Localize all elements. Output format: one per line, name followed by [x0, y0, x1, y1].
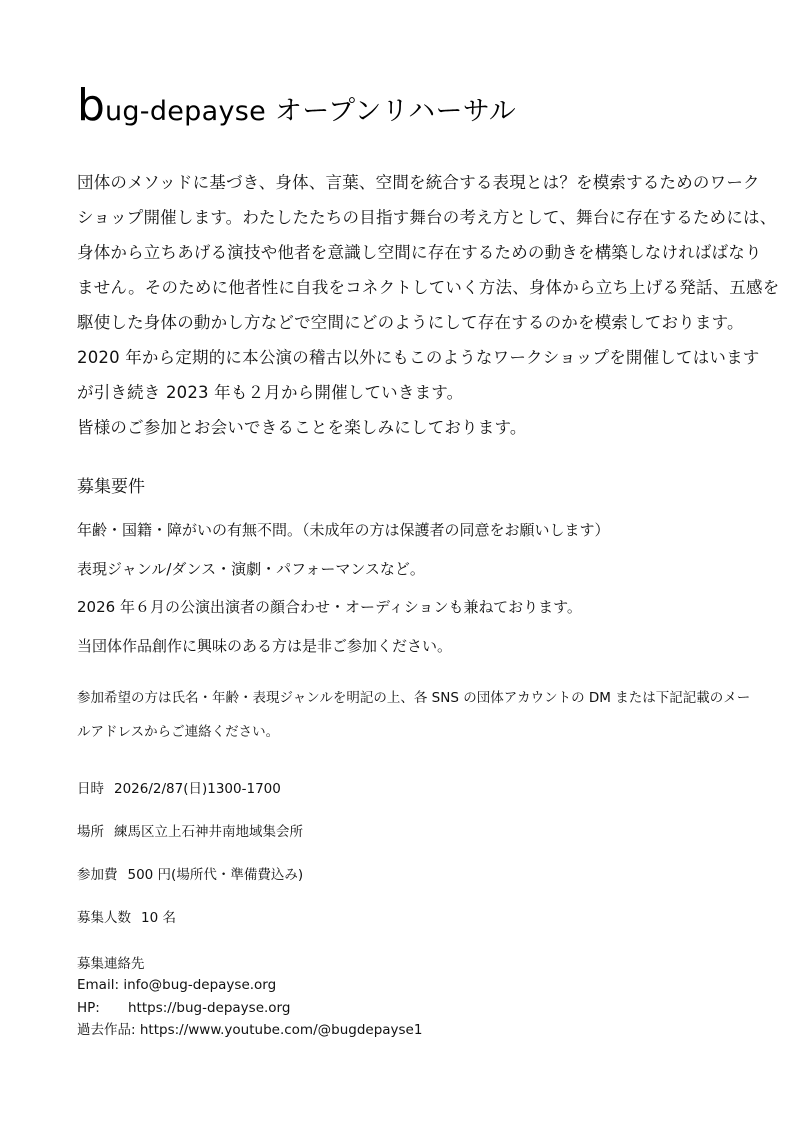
intro-line: 2020 年から定期的に本公演の稽古以外にもこのようなワークショップを開催してはいます	[77, 348, 760, 367]
contact-past-line	[77, 1019, 422, 1042]
intro-line: 駆使した身体の動かし方などで空間にどのようにして存在するのかを模索しております。	[77, 313, 744, 332]
datetime-label: 日時	[77, 781, 104, 797]
requirements-heading: 募集要件	[77, 477, 145, 497]
email-label: Email:	[77, 977, 120, 993]
requirement-item: 表現ジャンル/ダンス・演劇・パフォーマンスなど。	[77, 559, 425, 578]
fee-value: 500 円(場所代・準備費込み)	[127, 867, 304, 883]
fee-label: 参加費	[77, 867, 118, 883]
requirement-item: 当団体作品創作に興味のある方は是非ご参加ください。	[77, 636, 453, 655]
title-rest: ug-depayse オープンリハーサル	[104, 96, 517, 127]
contact-hp-line	[77, 997, 422, 1020]
intro-line: ショップ開催します。わたしたたちの目指す舞台の考え方として、舞台に存在するためには、	[77, 208, 777, 227]
intro-line: が引き続き 2023 年も２月から開催していきます。	[77, 383, 464, 402]
capacity-label: 募集人数	[77, 910, 131, 926]
past-works-label: 過去作品:	[77, 1022, 136, 1038]
past-works-link[interactable]: https://www.youtube.com/@bugdepayse1	[139, 1022, 423, 1038]
datetime-value: 2026/2/87(日)1300-1700	[114, 781, 281, 797]
contact-block	[77, 974, 422, 1042]
page-title	[77, 80, 517, 131]
application-note	[77, 681, 751, 749]
requirements-list	[77, 511, 727, 665]
requirement-item: 年齢・国籍・障がいの有無不問。（未成年の方は保護者の同意をお願いします）	[77, 521, 610, 539]
intro-line: 皆様のご参加とお会いできることを楽しみにしております。	[77, 418, 527, 437]
detail-datetime	[77, 777, 281, 797]
hp-link[interactable]: https://bug-depayse.org	[128, 999, 291, 1016]
detail-capacity	[77, 906, 176, 926]
email-link[interactable]: info@bug-depayse.org	[123, 977, 277, 993]
contact-heading: 募集連絡先	[77, 956, 145, 972]
detail-place	[77, 820, 303, 840]
hp-label: HP:	[77, 999, 100, 1016]
capacity-value: 10 名	[141, 910, 176, 926]
place-label: 場所	[77, 824, 104, 840]
application-line: 参加希望の方は氏名・年齢・表現ジャンルを明記の上、各 SNS の団体アカウントの DM または下記記載のメー	[77, 690, 751, 706]
requirement-item: 2026 年６月の公演出演者の顔合わせ・オーディションも兼ねております。	[77, 598, 582, 616]
contact-email-line	[77, 974, 422, 997]
intro-line: 団体のメソッドに基づき、身体、言葉、空間を統合する表現とは？を模索するためのワーク	[77, 173, 760, 192]
detail-fee	[77, 863, 303, 883]
intro-line: ません。そのために他者性に自我をコネクトしていく方法、身体から立ち上げる発話、五感を	[77, 278, 780, 297]
title-first-letter: b	[77, 80, 105, 131]
place-value: 練馬区立上石神井南地域集会所	[114, 824, 303, 840]
intro-paragraph	[77, 165, 780, 445]
application-line: ルアドレスからご連絡ください。	[77, 724, 280, 740]
intro-line: 身体から立ちあげる演技や他者を意識し空間に存在するための動きを構築しなければばなり	[77, 243, 762, 262]
